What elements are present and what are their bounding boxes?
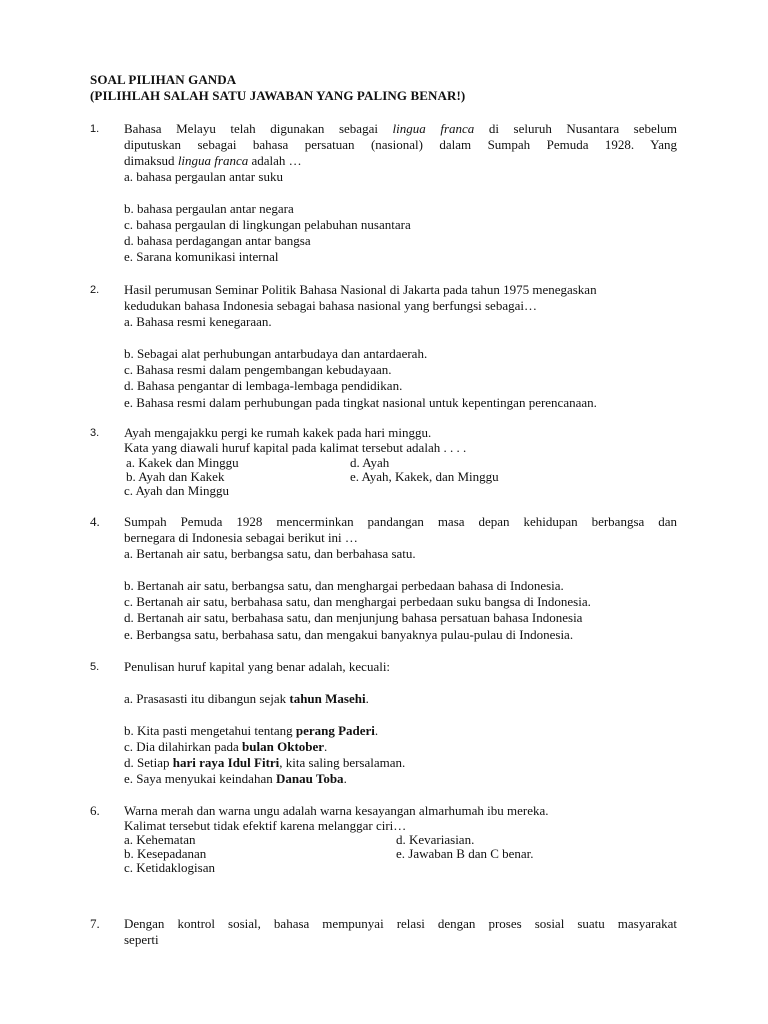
option-c: [124, 739, 327, 755]
option-b: b. bahasa pergaulan antar negara: [124, 201, 294, 216]
text-segment: .: [374, 723, 379, 738]
question-text: Dengan kontrol sosial, bahasa mempunyai relasi dengan proses sosial suatu masyarakat: [124, 916, 677, 931]
italic-term: lingua franca: [392, 121, 475, 136]
option-c: c. Ketidaklogisan: [124, 860, 215, 875]
option-a: a. bahasa pergaulan antar suku: [124, 169, 283, 184]
option-d: [124, 755, 405, 771]
question-number: 7.: [90, 916, 100, 931]
option-e: e. Bahasa resmi dalam perhubungan pada tingkat nasional untuk kepentingan perencanaan.: [124, 395, 597, 410]
question-text: [124, 153, 677, 169]
option-d: d. Kevariasian.: [396, 832, 475, 847]
question-text: [124, 121, 677, 137]
question-number: 2.: [90, 284, 100, 296]
option-a: a. Kakek dan Minggu: [126, 455, 239, 470]
option-a: a. Bahasa resmi kenegaraan.: [124, 314, 272, 329]
bold-term: perang Paderi: [295, 723, 375, 738]
question-text: bernegara di Indonesia sebagai berikut ini …: [124, 530, 358, 545]
option-b: [124, 723, 378, 739]
option-c: c. Bertanah air satu, berbahasa satu, dan menghargai perbedaan suku bangsa di Indonesia.: [124, 594, 591, 609]
question-number: 6.: [90, 803, 100, 818]
text-segment: Bahasa Melayu telah digunakan sebagai: [124, 121, 393, 136]
bold-term: hari raya Idul Fitri: [172, 755, 280, 770]
bold-term: bulan Oktober: [242, 739, 325, 754]
option-b: b. Ayah dan Kakek: [126, 469, 225, 484]
option-a: [124, 691, 369, 707]
text-segment: .: [343, 771, 347, 786]
question-text: kedudukan bahasa Indonesia sebagai bahasa nasional yang berfungsi sebagai…: [124, 298, 537, 313]
option-a: a. Bertanah air satu, berbangsa satu, dan berbahasa satu.: [124, 546, 416, 561]
option-e: e. Sarana komunikasi internal: [124, 249, 279, 264]
text-segment: adalah …: [248, 153, 302, 168]
text-segment: c. Dia dilahirkan pada: [124, 739, 243, 754]
text-segment: b. Kita pasti mengetahui tentang: [124, 723, 296, 738]
text-segment: .: [365, 691, 369, 706]
option-d: d. Bahasa pengantar di lembaga-lembaga pendidikan.: [124, 378, 403, 393]
text-segment: d. Setiap: [124, 755, 173, 770]
text-segment: dimaksud: [124, 153, 178, 168]
option-a: a. Kehematan: [124, 832, 196, 847]
question-text: seperti: [124, 932, 159, 947]
question-number: 4.: [90, 514, 100, 529]
question-text: Hasil perumusan Seminar Politik Bahasa Nasional di Jakarta pada tahun 1975 menegaskan: [124, 282, 597, 297]
option-b: b. Kesepadanan: [124, 846, 207, 861]
question-number: 5.: [90, 661, 100, 673]
text-segment: e. Saya menyukai keindahan: [124, 771, 276, 786]
option-c: c. Ayah dan Minggu: [124, 483, 229, 498]
option-b: b. Bertanah air satu, berbangsa satu, dan menghargai perbedaan bahasa di Indonesia.: [124, 578, 564, 593]
option-e: e. Ayah, Kakek, dan Minggu: [350, 469, 499, 484]
question-text: Penulisan huruf kapital yang benar adalah, kecuali:: [124, 659, 391, 674]
bold-term: Danau Toba: [275, 771, 344, 786]
option-c: c. Bahasa resmi dalam pengembangan kebudayaan.: [124, 362, 392, 377]
option-c: c. bahasa pergaulan di lingkungan pelabuhan nusantara: [124, 217, 411, 232]
option-d: d. Ayah: [350, 455, 390, 470]
option-e: [124, 771, 347, 787]
doc-title: SOAL PILIHAN GANDA: [90, 72, 237, 87]
question-text: Sumpah Pemuda 1928 mencerminkan pandangan masa depan kehidupan berbangsa dan: [124, 514, 677, 529]
question-number: 1.: [90, 123, 100, 135]
option-d: d. bahasa perdagangan antar bangsa: [124, 233, 311, 248]
question-number: 3.: [90, 427, 100, 439]
question-text: diputuskan sebagai bahasa persatuan (nasional) dalam Sumpah Pemuda 1928. Yang: [124, 137, 677, 152]
text-segment: , kita saling bersalaman.: [279, 755, 406, 770]
question-text: Kata yang diawali huruf kapital pada kalimat tersebut adalah . . . .: [124, 440, 467, 455]
bold-term: tahun Masehi: [289, 691, 366, 706]
text-segment: di seluruh Nusantara sebelum: [474, 121, 677, 136]
doc-instruction: (PILIHLAH SALAH SATU JAWABAN YANG PALING BENAR!): [90, 88, 466, 103]
text-segment: .: [324, 739, 328, 754]
question-text: Ayah mengajakku pergi ke rumah kakek pada hari minggu.: [124, 425, 432, 440]
option-e: e. Berbangsa satu, berbahasa satu, dan mengakui banyaknya pulau-pulau di Indonesia.: [124, 627, 574, 642]
option-d: d. Bertanah air satu, berbahasa satu, dan menjunjung bahasa persatuan bahasa Indonesia: [124, 610, 583, 625]
text-segment: a. Prasasasti itu dibangun sejak: [124, 691, 290, 706]
italic-term: lingua franca: [177, 153, 249, 168]
question-text: Kalimat tersebut tidak efektif karena melanggar ciri…: [124, 818, 407, 833]
question-text: Warna merah dan warna ungu adalah warna kesayangan almarhumah ibu mereka.: [124, 803, 549, 818]
option-b: b. Sebagai alat perhubungan antarbudaya dan antardaerah.: [124, 346, 428, 361]
option-e: e. Jawaban B dan C benar.: [396, 846, 534, 861]
